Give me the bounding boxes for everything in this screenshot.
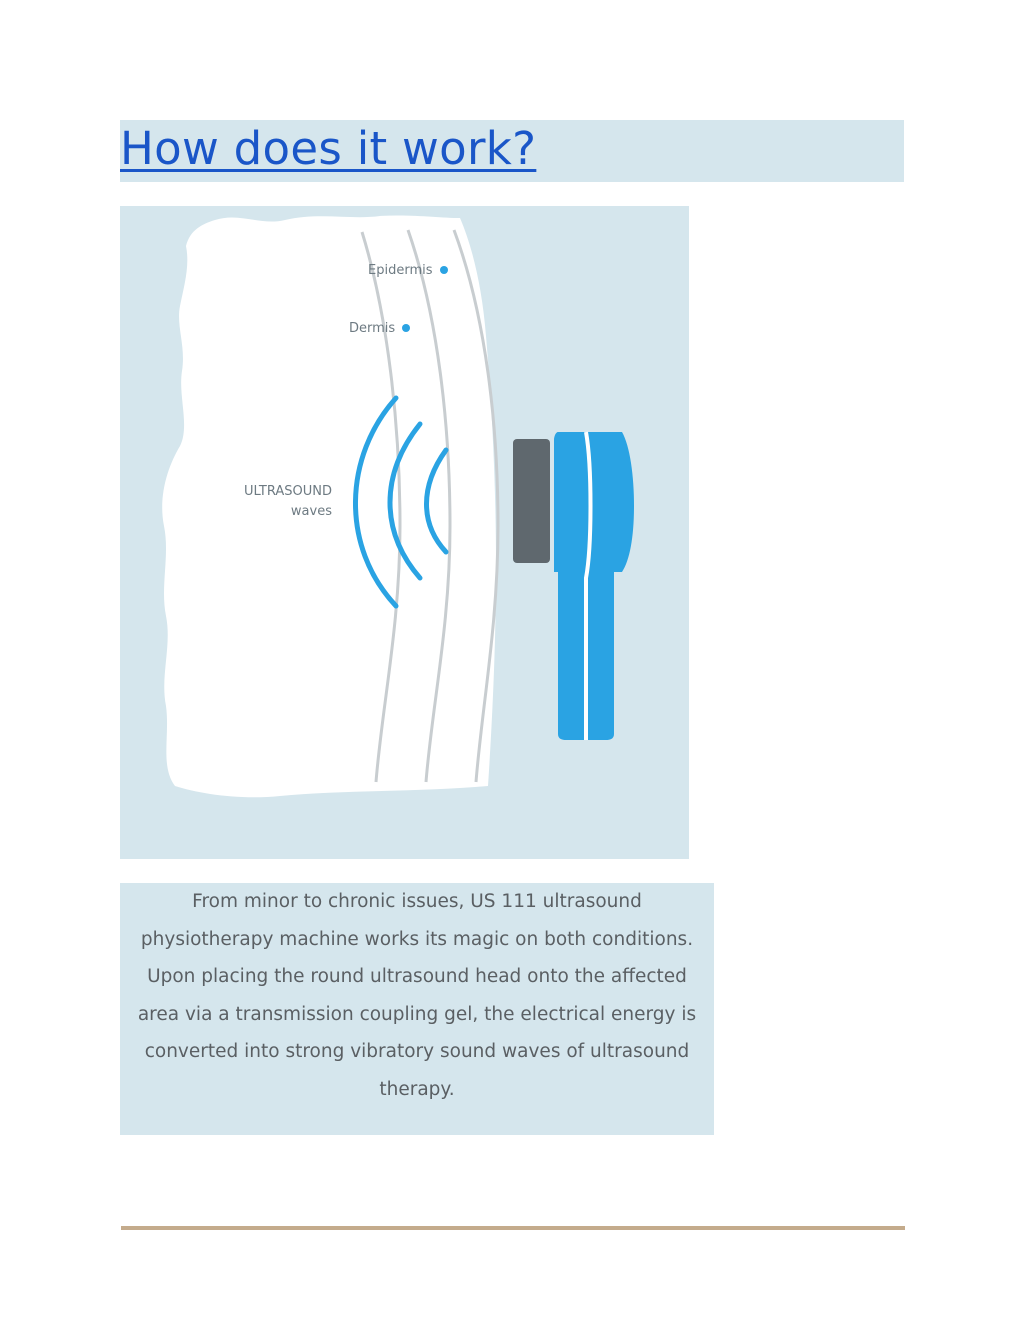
waves-label: waves [290, 504, 332, 519]
epidermis-dot [440, 266, 448, 274]
transducer-body [554, 432, 634, 740]
footer-divider [121, 1226, 905, 1230]
description-text: From minor to chronic issues, US 111 ultrasound physiotherapy machine works its magic on both conditions. Upon placing the round ultrasound head onto the affected area via a transmission coupling gel, the electrical energy is converted into strong vibratory sound waves of ultrasound therapy. [137, 891, 697, 1100]
title-band [120, 120, 904, 182]
epidermis-label: Epidermis [368, 263, 433, 278]
page-title-link[interactable]: How does it work? [120, 122, 537, 175]
description-panel [120, 883, 714, 1135]
dermis-dot [402, 324, 410, 332]
ultrasound-label: ULTRASOUND [243, 484, 332, 499]
ultrasound-illustration [120, 206, 689, 859]
transducer-head-pad [513, 439, 550, 563]
dermis-label: Dermis [349, 321, 396, 336]
